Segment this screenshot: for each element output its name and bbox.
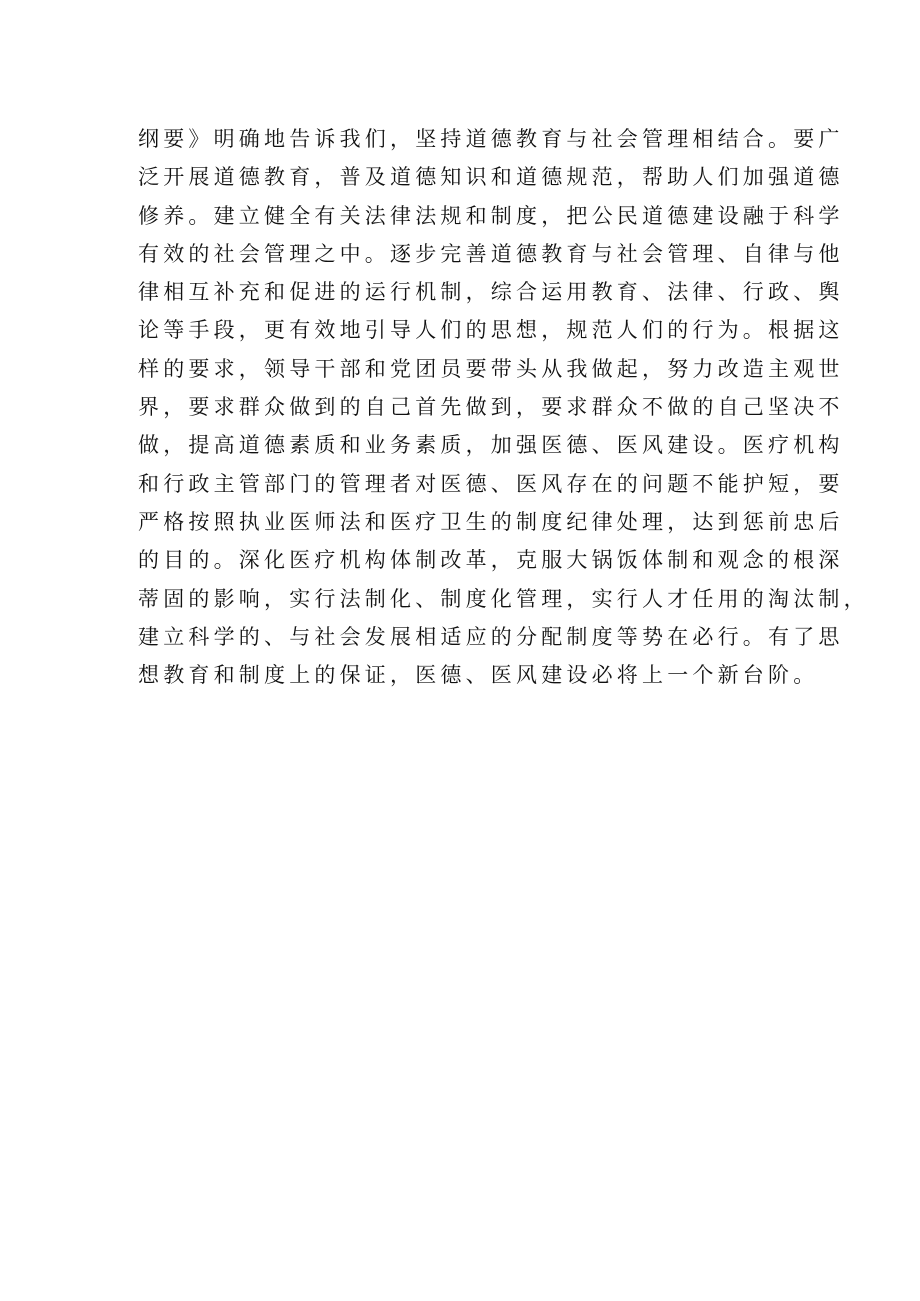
text-line: 严格按照执业医师法和医疗卫生的制度纪律处理，达到惩前忠后	[138, 509, 844, 534]
text-line: 论等手段，更有效地引导人们的思想，规范人们的行为。根据这	[138, 318, 844, 343]
text-line: 做，提高道德素质和业务素质，加强医德、医风建设。医疗机构	[138, 433, 844, 458]
body-paragraph	[138, 120, 869, 694]
text-line: 建立科学的、与社会发展相适应的分配制度等势在必行。有了思	[138, 624, 844, 649]
text-line: 泛开展道德教育，普及道德知识和道德规范，帮助人们加强道德	[138, 165, 844, 190]
text-line: 想教育和制度上的保证，医德、医风建设必将上一个新台阶。	[138, 663, 819, 688]
text-line: 和行政主管部门的管理者对医德、医风存在的问题不能护短，要	[138, 471, 844, 496]
text-line: 律相互补充和促进的运行机制，综合运用教育、法律、行政、舆	[138, 280, 844, 305]
text-line: 修养。建立健全有关法律法规和制度，把公民道德建设融于科学	[138, 203, 844, 228]
text-line: 的目的。深化医疗机构体制改革，克服大锅饭体制和观念的根深	[138, 548, 844, 573]
text-line: 蒂固的影响，实行法制化、制度化管理，实行人才任用的淘汰制，	[138, 586, 869, 611]
text-line: 纲要》明确地告诉我们，坚持道德教育与社会管理相结合。要广	[138, 127, 844, 151]
text-line: 有效的社会管理之中。逐步完善道德教育与社会管理、自律与他	[138, 241, 844, 266]
text-line: 界，要求群众做到的自己首先做到，要求群众不做的自己坚决不	[138, 395, 844, 420]
text-line: 样的要求，领导干部和党团员要带头从我做起，努力改造主观世	[138, 356, 844, 381]
